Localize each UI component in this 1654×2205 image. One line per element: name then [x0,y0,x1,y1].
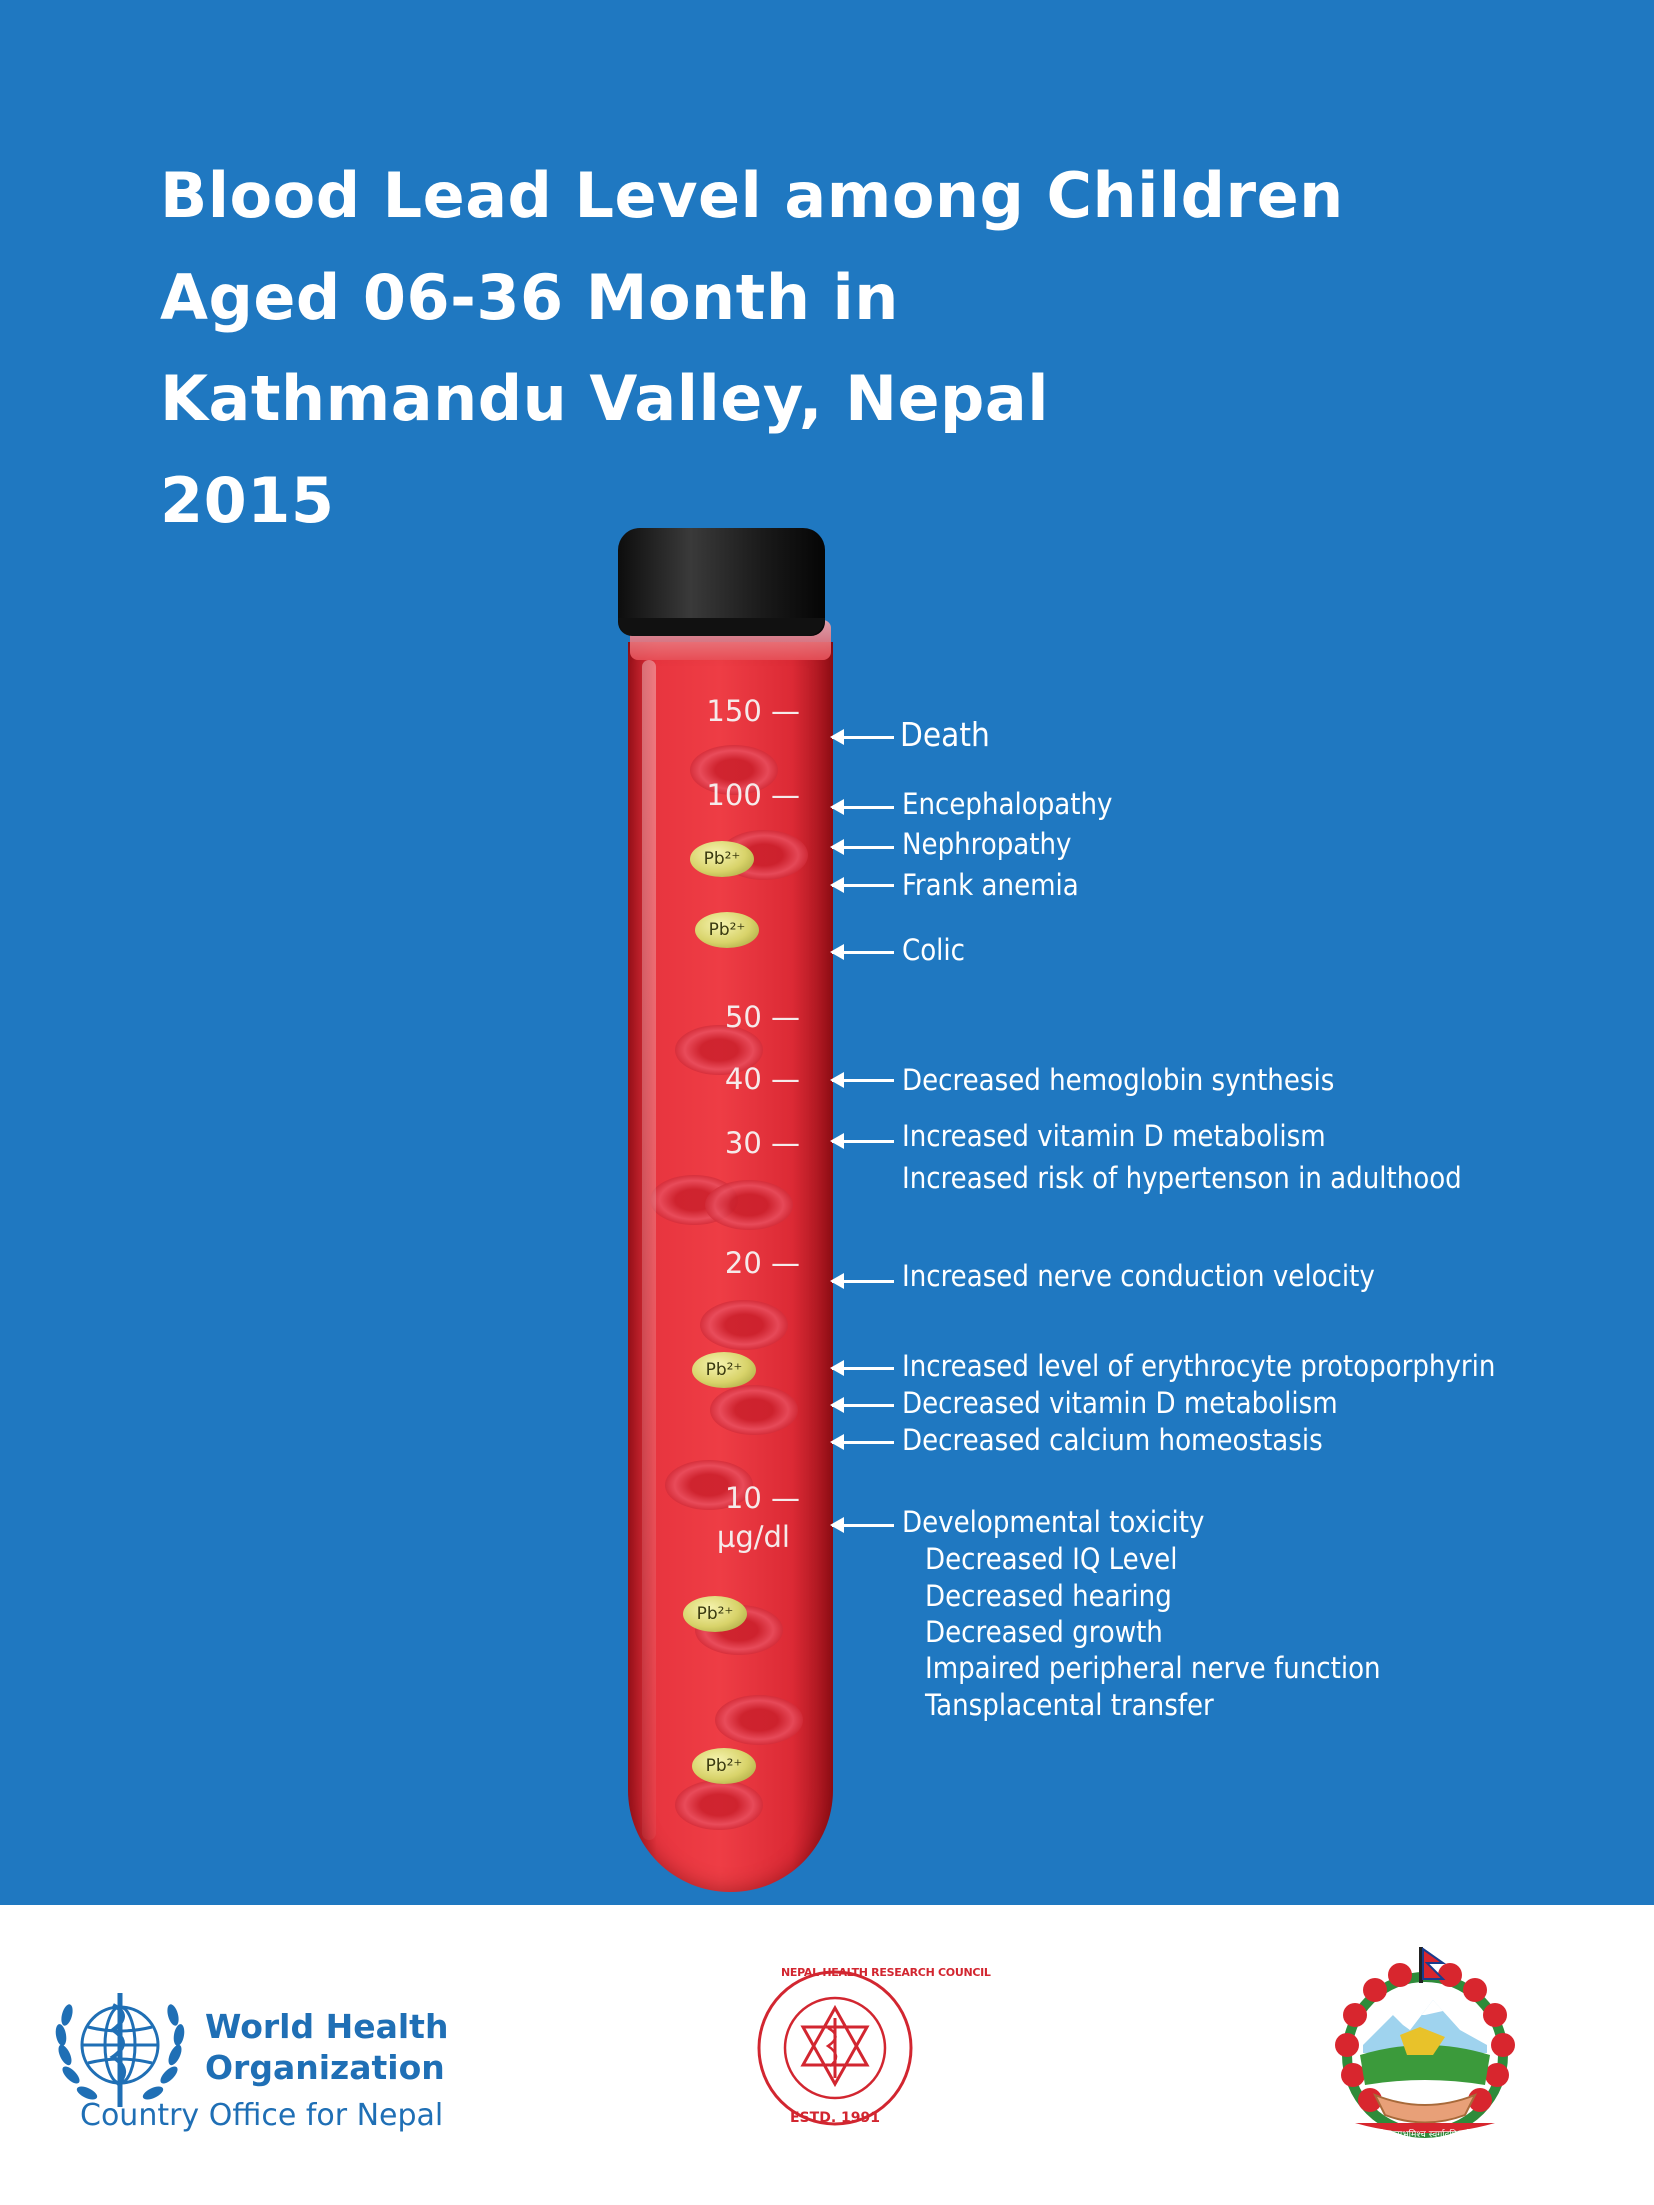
red-blood-cell [710,1385,798,1435]
title-year: 2015 [160,464,335,537]
red-blood-cell [700,1300,788,1350]
arrow-left-icon [832,884,894,887]
effect-encephalopathy: Encephalopathy [902,787,1113,821]
nhrc-seal [755,1960,991,2135]
nhrc-estd-text: ESTD. 1991 [790,2110,880,2126]
red-blood-cell [675,1780,763,1830]
arrow-left-icon [832,806,894,809]
effect-sub-item: Decreased IQ Level [925,1542,1178,1576]
effect-hypertension: Increased risk of hypertenson in adulthood [902,1161,1462,1195]
arrow-left-icon [832,736,894,739]
scale-tick-40: 40 — [724,1062,800,1096]
lead-ion-particle: Pb²⁺ [692,1748,756,1784]
logo-footer [0,1905,1654,2205]
arrow-left-icon [832,1140,894,1143]
who-country-office: Country Office for Nepal [80,2098,444,2133]
arrow-left-icon [832,1280,894,1283]
red-blood-cell [705,1180,793,1230]
effect-vitamin-d-decrease: Decreased vitamin D metabolism [902,1386,1338,1420]
red-blood-cell [715,1695,803,1745]
lead-ion-particle: Pb²⁺ [692,1352,756,1388]
effect-sub-item: Tansplacental transfer [925,1688,1214,1722]
scale-tick-150: 150 — [706,694,800,728]
nepal-government-emblem [1315,1945,1535,2150]
lead-ion-particle: Pb²⁺ [690,841,754,877]
effect-frank-anemia: Frank anemia [902,868,1079,902]
nhrc-ring-text: NEPAL HEALTH RESEARCH COUNCIL [781,1966,991,1979]
effect-erythrocyte: Increased level of erythrocyte protoporphyrin [902,1349,1496,1383]
scale-unit: µg/dl [716,1520,790,1554]
emblem-motto: जननी जन्मभूमिश्च स्वर्गादपि गरीयसी [1365,2130,1485,2140]
title-line-1: Blood Lead Level among Children [160,159,1344,232]
effect-vitamin-d-increase: Increased vitamin D metabolism [902,1119,1326,1153]
effect-sub-item: Impaired peripheral nerve function [925,1651,1381,1685]
scale-tick-20: 20 — [724,1246,800,1280]
arrow-left-icon [832,1441,894,1444]
nepal-emblem-icon [1315,1945,1535,2150]
scale-tick-50: 50 — [724,1000,800,1034]
who-name-line-1: World Health [205,2007,449,2046]
title-line-3: Kathmandu Valley, Nepal [160,362,1049,435]
effect-calcium: Decreased calcium homeostasis [902,1423,1323,1457]
nhrc-seal-icon [755,1960,991,2135]
lead-ion-particle: Pb²⁺ [695,912,759,948]
effect-sub-item: Decreased hearing [925,1579,1172,1613]
who-name-line-2: Organization [205,2048,445,2087]
arrow-left-icon [832,951,894,954]
tube-cap-rim [618,618,825,636]
scale-tick-10: 10 — [724,1481,800,1515]
title-line-2: Aged 06-36 Month in [160,261,899,334]
effect-nephropathy: Nephropathy [902,827,1072,861]
arrow-left-icon [832,1367,894,1370]
tube-shine [642,660,656,1840]
effect-nerve-velocity: Increased nerve conduction velocity [902,1259,1375,1293]
effect-death: Death [900,715,990,754]
effect-hemoglobin: Decreased hemoglobin synthesis [902,1063,1335,1097]
arrow-left-icon [832,1079,894,1082]
effect-sub-item: Decreased growth [925,1615,1163,1649]
scale-tick-100: 100 — [706,778,800,812]
arrow-left-icon [832,1524,894,1527]
arrow-left-icon [832,1404,894,1407]
effect-developmental: Developmental toxicity [902,1505,1205,1539]
scale-tick-30: 30 — [724,1126,800,1160]
arrow-left-icon [832,846,894,849]
lead-ion-particle: Pb²⁺ [683,1596,747,1632]
effect-colic: Colic [902,933,966,967]
